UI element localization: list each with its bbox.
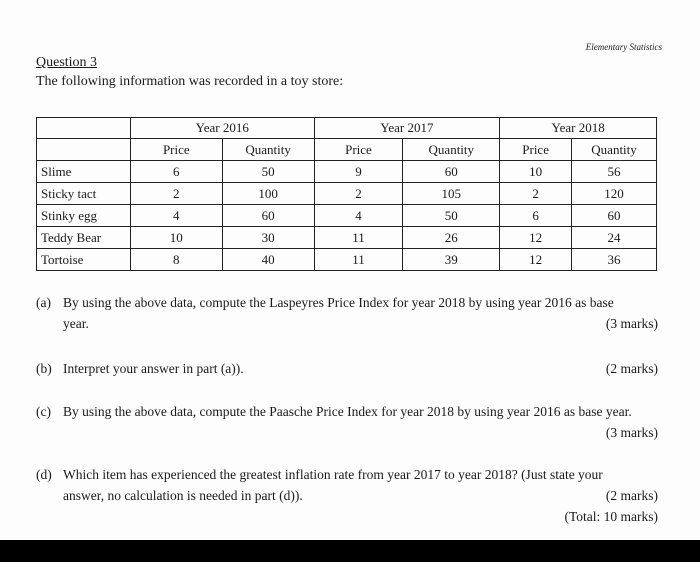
item-name: Sticky tact [37,183,131,205]
quantity-header: Quantity [572,139,657,161]
subheader-row [37,139,657,161]
corner-cell [37,118,131,139]
table-row [37,249,657,271]
part-text: Which item has experienced the greatest inflation rate from year 2017 to year 2018? (Just state your [63,467,603,482]
table-cell: 9 [314,161,403,183]
table-cell: 39 [403,249,500,271]
table-cell: 24 [572,227,657,249]
corner-cell [37,139,131,161]
part-text: By using the above data, compute the Laspeyres Price Index for year 2018 by using year 2016 as base [63,295,614,310]
table-cell: 36 [572,249,657,271]
part-b [36,358,658,379]
price-header: Price [130,139,222,161]
quantity-header: Quantity [222,139,314,161]
item-name: Tortoise [37,249,131,271]
part-label: (b) [36,361,52,376]
item-name: Teddy Bear [37,227,131,249]
part-label: (d) [36,467,52,482]
table-cell: 8 [130,249,222,271]
part-marks: (2 marks) [605,488,658,503]
question-intro: The following information was recorded in a toy store: [36,74,344,89]
table-row [37,183,657,205]
table-cell: 4 [314,205,403,227]
table-cell: 60 [222,205,314,227]
part-text: By using the above data, compute the Paasche Price Index for year 2018 by using year 2016 as base year. [63,404,632,419]
table-cell: 6 [500,205,572,227]
total-marks: (Total: 10 marks) [564,509,658,524]
part-text: answer, no calculation is needed in part (d)). [63,488,303,503]
table-cell: 30 [222,227,314,249]
part-label: (a) [36,295,51,310]
table-cell: 100 [222,183,314,205]
year-header: Year 2018 [500,118,657,139]
course-header: Elementary Statistics [585,42,662,52]
part-marks: (3 marks) [605,425,658,440]
table-cell: 50 [403,205,500,227]
table-cell: 105 [403,183,500,205]
table-cell: 4 [130,205,222,227]
table-cell: 26 [403,227,500,249]
table-cell: 50 [222,161,314,183]
part-a [36,292,658,334]
part-text: year. [63,316,89,331]
question-title: Question 3 [36,55,98,70]
table-cell: 12 [500,227,572,249]
part-d [36,464,658,527]
item-name: Slime [37,161,131,183]
table-row [37,161,657,183]
table-cell: 2 [314,183,403,205]
table-cell: 40 [222,249,314,271]
part-c [36,401,658,443]
table-cell: 60 [403,161,500,183]
table-cell: 120 [572,183,657,205]
table-cell: 2 [130,183,222,205]
table-cell: 11 [314,227,403,249]
table-row [37,205,657,227]
price-header: Price [500,139,572,161]
table-cell: 11 [314,249,403,271]
table-cell: 10 [500,161,572,183]
part-marks: (3 marks) [605,316,658,331]
year-header-row [37,118,657,139]
price-header: Price [314,139,403,161]
year-header: Year 2016 [130,118,314,139]
quantity-header: Quantity [403,139,500,161]
table-cell: 56 [572,161,657,183]
table-cell: 2 [500,183,572,205]
table-cell: 6 [130,161,222,183]
table-cell: 60 [572,205,657,227]
bottom-black-bar [0,540,700,562]
table-cell: 12 [500,249,572,271]
table-row [37,227,657,249]
year-header: Year 2017 [314,118,500,139]
part-marks: (2 marks) [605,361,658,376]
item-name: Stinky egg [37,205,131,227]
part-label: (c) [36,404,51,419]
part-text: Interpret your answer in part (a)). [63,361,244,376]
table-cell: 10 [130,227,222,249]
toy-store-table [36,117,657,271]
